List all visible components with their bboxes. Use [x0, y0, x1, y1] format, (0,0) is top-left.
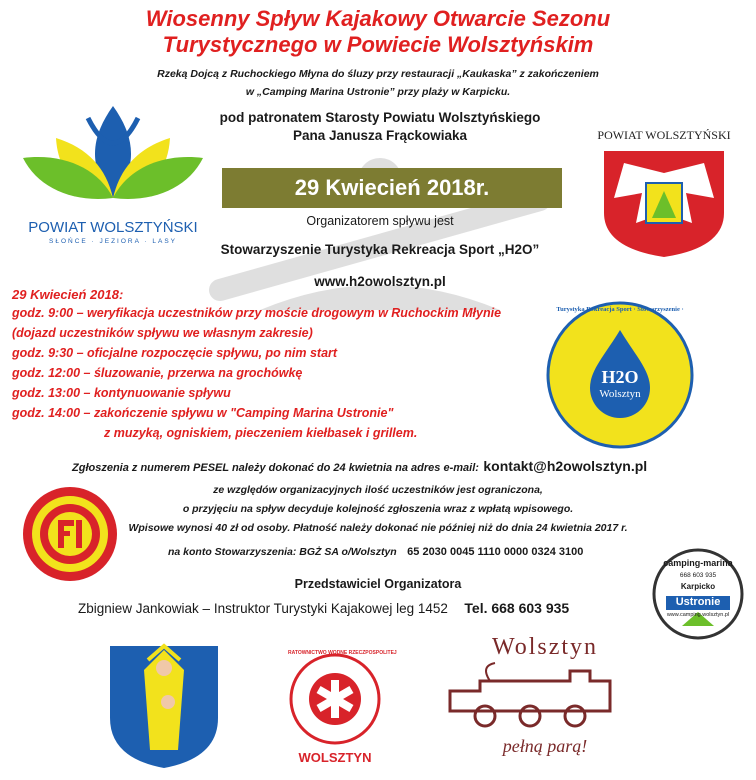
- camping-karpicko: Karpicko: [680, 582, 716, 591]
- rescue-ring-text: RATOWNICTWO WODNE RZECZPOSPOLITEJ: [288, 650, 397, 656]
- h2o-badge: [545, 300, 695, 450]
- camping-badge: [652, 548, 744, 640]
- registration-line1: [72, 458, 752, 476]
- registration-line2: ze względów organizacyjnych ilość uczestników jest ograniczona,: [213, 484, 543, 496]
- powiat-logo-left: [18, 98, 208, 248]
- contact-phone[interactable]: Tel. 668 603 935: [464, 600, 570, 616]
- powiat-right-name: POWIAT WOLSZTYŃSKI: [597, 128, 731, 142]
- rescue-star-icon: [288, 650, 397, 746]
- h2o-city: Wolsztyn: [599, 388, 641, 400]
- contact-heading: Przedstawiciel Organizatora: [294, 577, 462, 591]
- schedule-line: z muzyką, ogniskiem, pieczeniem kiełbasek i grillem.: [104, 426, 418, 440]
- schedule-line: (dojazd uczestników spływu we własnym zakresie): [12, 326, 313, 340]
- schedule-line: godz. 9:30 – oficjalne rozpoczęcie spływu, po nim start: [12, 346, 338, 360]
- train-logo-top: Wolsztyn: [491, 634, 599, 660]
- organizer-website[interactable]: www.h2owolsztyn.pl: [314, 274, 446, 289]
- powiat-logo-right: [584, 128, 744, 268]
- club-logo-icon: [20, 484, 120, 584]
- camping-site: www.camping.wolsztyn.pl: [666, 612, 730, 618]
- contact-line: [78, 600, 569, 618]
- route-line2: w „Camping Marina Ustronie” przy plaży w Karpicku.: [245, 86, 511, 98]
- rescue-city: WOLSZTYN: [298, 750, 372, 765]
- registration-email[interactable]: kontakt@h2owolsztyn.pl: [483, 458, 648, 474]
- steam-train-icon: [440, 661, 650, 731]
- schedule-line: godz. 13:00 – kontynuowanie spływu: [12, 386, 231, 400]
- registration-line3: o przyjęciu na spływ decyduje kolejność zgłoszenia wraz z wpłatą wpisowego.: [182, 503, 574, 515]
- bank-account-label: na konto Stowarzyszenia: BGŻ SA o/Wolsztyn: [168, 546, 397, 558]
- registration-line5: [168, 542, 583, 560]
- patronage-line1: pod patronatem Starosty Powiatu Wolsztyńskiego: [219, 110, 541, 125]
- schedule-line: godz. 9:00 – weryfikacja uczestników przy moście drogowym w Ruchockim Młynie: [12, 306, 502, 320]
- train-logo: [440, 634, 650, 770]
- organizer-name: Stowarzyszenie Turystyka Rekreacja Sport „H2O”: [220, 242, 540, 257]
- h2o-ring-text: Turystyka Rekreacja Sport · Stowarzyszenie ·: [556, 306, 684, 313]
- rescue-logo: [288, 650, 397, 770]
- wolsztyn-crest-icon: [104, 640, 224, 770]
- eagle-crest-icon: [584, 143, 744, 259]
- date-banner: 29 Kwiecień 2018r.: [222, 168, 562, 208]
- bank-account-number: 65 2030 0045 1110 0000 0324 3100: [407, 546, 584, 558]
- train-logo-bottom: pełną parą!: [502, 736, 588, 756]
- registration-line4: Wpisowe wynosi 40 zł od osoby. Płatność należy dokonać nie później niż do dnia 24 kwietnia 2017 r.: [128, 522, 628, 534]
- patronage-line2: Pana Janusza Frąckowiaka: [292, 128, 468, 143]
- event-title-line1: Wiosenny Spływ Kajakowy Otwarcie Sezonu: [145, 6, 611, 31]
- camping-ustronie: Ustronie: [675, 596, 721, 608]
- contact-person: Zbigniew Jankowiak – Instruktor Turystyki Kajakowej leg 1452: [78, 601, 448, 616]
- schedule-heading: 29 Kwiecień 2018:: [12, 287, 124, 302]
- schedule-line: godz. 12:00 – śluzowanie, przerwa na grochówkę: [12, 366, 303, 380]
- schedule-line: godz. 14:00 – zakończenie spływu w "Camping Marina Ustronie": [12, 406, 394, 420]
- event-title-line2: Turystycznego w Powiecie Wolsztyńskim: [162, 32, 594, 57]
- route-line1: Rzeką Dojcą z Ruchockiego Młyna do śluzy przy restauracji „Kaukaska” z zakończeniem: [157, 68, 599, 80]
- powiat-left-tagline: SŁOŃCE · JEZIORA · LASY: [49, 238, 177, 245]
- h2o-center: H2O: [601, 367, 639, 387]
- lotus-icon: [18, 98, 208, 208]
- camping-phone: 668 603 935: [679, 572, 717, 579]
- organizer-intro: Organizatorem spływu jest: [306, 214, 454, 228]
- registration-text: Zgłoszenia z numerem PESEL należy dokonać do 24 kwietnia na adres e-mail:: [72, 462, 479, 474]
- camping-top: camping-marina: [663, 558, 733, 568]
- powiat-left-name: POWIAT WOLSZTYŃSKI: [28, 219, 198, 236]
